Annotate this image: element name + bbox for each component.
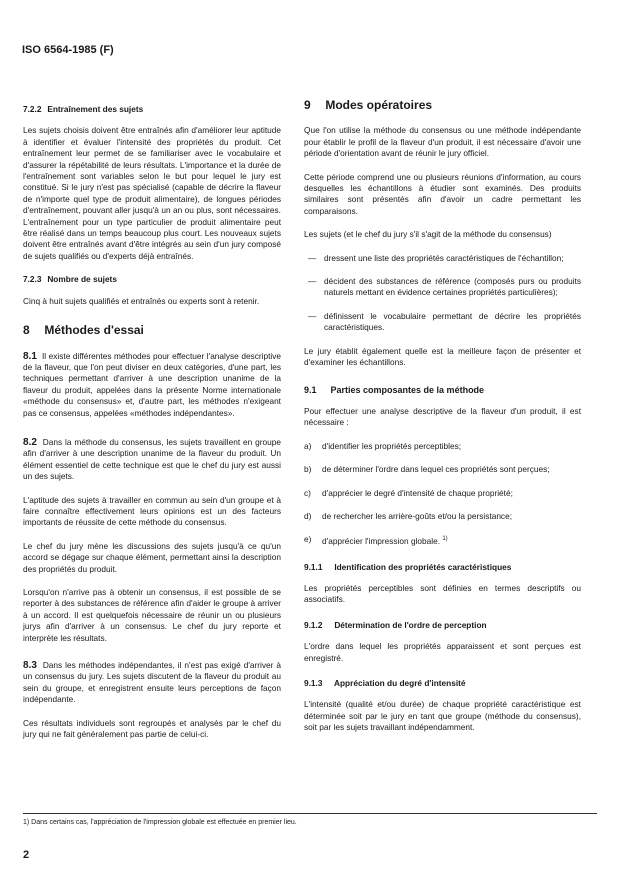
left-column — [23, 104, 281, 752]
paragraph-8-2-d: Lorsqu'on n'arrive pas à obtenir un consensus, il est possible de se reporter à des substances de référence afin d'aider le groupe à arriver à un accord. Il est quelquefois nécessaire de réunir un ou plusieurs jurys afin d'arriver à un consensus. Le chef du jury reporte et interprète les résultats. — [23, 587, 281, 643]
section-9-1-2-text: L'ordre dans lequel les propriétés apparaissent et sont perçues est enregistré. — [304, 641, 581, 663]
footnote-ref: 1) — [442, 536, 448, 543]
section-9-1-intro: Pour effectuer une analyse descriptive de la flaveur d'un produit, il est nécessaire : — [304, 405, 581, 428]
section-9-1-1-text: Les propriétés perceptibles sont définies en termes descriptifs ou associatifs. — [304, 582, 581, 605]
dash-item: — définissent le vocabulaire permettant de décrire les propriétés caractéristiques. — [308, 310, 581, 333]
right-column — [304, 100, 581, 746]
section-7-2-2-text: Les sujets choisis doivent être entraînés afin d'améliorer leur aptitude à identifier et évaluer l'intensité des propriétés du produit. Cet entraînement leur permet de se familiariser avec le vocabulaire et d'assurer la répétabilité de leurs résultats. L'importance et la durée de l'entraînement sont variables selon le but pour lequel le jury est constitué. Si le jury n'est pas spécialisé (capable de décrire la flaveur de n'importe quel type de produit alimentaire), de longues périodes d'entraînement, pouvant aller jusqu'à un an ou plus, sont nécessaires. L'entraînement pour un type particulier de produit alimentaire peut être réalisé dans un temps beaucoup plus court. Les nouveaux sujets doivent être entraînés avant d'être intégrés au sein d'un jury composé de sujets qualifiés ou d'experts déjà entraînés. — [23, 125, 281, 261]
paragraph-8-2-c: Le chef du jury mène les discussions des sujets jusqu'à ce qu'un accord se dégage sur chaque élément, permettant ainsi la description des propriétés du produit. — [23, 540, 281, 574]
section-9-paragraph-3: Les sujets (et le chef du jury s'il s'agit de la méthode du consensus) — [304, 229, 552, 240]
paragraph-8-2: 8.2 Dans la méthode du consensus, les sujets travaillent en groupe afin d'arriver à une description unanime de la flaveur du produit. Un élément essentiel de cette technique est que le chef du jury est aussi un des sujets. — [23, 436, 281, 482]
list-item-d: d) de rechercher les arrière-goûts et/ou la persistance; — [304, 510, 513, 521]
paragraph-8-2-b: L'aptitude des sujets à travailler en commun au sein d'un groupe et à faire connaître effectivement leurs opinions est un des facteurs importants de réussite de cette méthode du consensus. — [23, 494, 281, 528]
dash-item: — dressent une liste des propriétés caractéristiques de l'échantillon; — [308, 252, 564, 263]
section-7-2-3-text: Cinq à huit sujets qualifiés et entraînés ou experts sont à retenir. — [23, 295, 260, 306]
list-item-c: c) d'apprécier le degré d'intensité de chaque propriété; — [304, 487, 513, 498]
section-9-1-3-text: L'intensité (qualité et/ou durée) de chaque propriété caractéristique est déterminée soit par le jury en tant que groupe (méthode du consensus), soit par les sujets travaillant indépendamment. — [304, 699, 581, 733]
section-7-2-3-heading: 7.2.3 Nombre de sujets — [23, 274, 117, 285]
page-number: 2 — [23, 849, 30, 861]
section-7-2-2-heading: 7.2.2 Entraînement des sujets — [23, 104, 144, 114]
section-9-heading: 9 Modes opératoires — [304, 98, 433, 112]
paragraph-8-3-b: Ces résultats individuels sont regroupés et analysés par le chef du jury qui ne fait généralement pas partie de celui-ci. — [23, 717, 281, 740]
section-9-1-2-heading: 9.1.2 Détermination de l'ordre de perception — [304, 619, 487, 630]
document-id: ISO 6564-1985 (F) — [22, 44, 114, 56]
section-8-heading: 8 Méthodes d'essai — [23, 323, 144, 338]
section-9-paragraph-4: Le jury établit également quelle est la meilleure façon de présenter et d'examiner les échantillons. — [304, 345, 581, 368]
section-9-paragraph-2: Cette période comprend une ou plusieurs réunions d'information, au cours desquelles les échantillons à étudier sont examinés. Des produits similaires sont présentés afin d'avoir un cadre permettant les comparaisons. — [304, 171, 581, 216]
section-9-1-3-heading: 9.1.3 Appréciation du degré d'intensité — [304, 677, 466, 688]
section-9-paragraph-1: Que l'on utilise la méthode du consensus ou une méthode indépendante pour établir le profil de la flaveur d'un produit, il est nécessaire d'avoir une période d'orientation avant de réunir le jury officiel. — [304, 125, 581, 159]
section-9-1-heading: 9.1 Parties composantes de la méthode — [304, 384, 485, 395]
list-item-b: b) de déterminer l'ordre dans lequel ces propriétés sont perçues; — [304, 464, 550, 475]
paragraph-8-3: 8.3 Dans les méthodes indépendantes, il n'est pas exigé d'arriver à un consensus du jury. Les sujets discutent de la flaveur du produit au sein du groupe, et enregistrent ensuite leurs perceptions de façon indépendante. — [23, 660, 281, 705]
list-item-a: a) d'identifier les propriétés perceptibles; — [304, 440, 462, 451]
list-item-e: e) d'apprécier l'impression globale. $^{1)}$ — [304, 534, 448, 547]
section-9-1-1-heading: 9.1.1 Identification des propriétés caractéristiques — [304, 561, 512, 572]
footnote: 1) Dans certains cas, l'appréciation de l'impression globale est effectuée en premier lieu. — [23, 819, 297, 826]
footnote-divider — [23, 813, 597, 814]
dash-item: — décident des substances de référence (composés purs ou produits naturels mettant en évidence certaines propriétés particulières); — [308, 276, 581, 298]
paragraph-8-1: 8.1 Il existe différentes méthodes pour effectuer l'analyse descriptive de la flaveur, que l'on peut diviser en deux catégories, d'une part, les techniques permettant d'arriver à une description unanime de la flaveur du produit, appelées dans la présente Norme internationale «méthode du consensus» et, d'autre part, les méthodes n'exigeant pas ce consensus, appelées «méthodes indépendantes». — [23, 350, 281, 418]
